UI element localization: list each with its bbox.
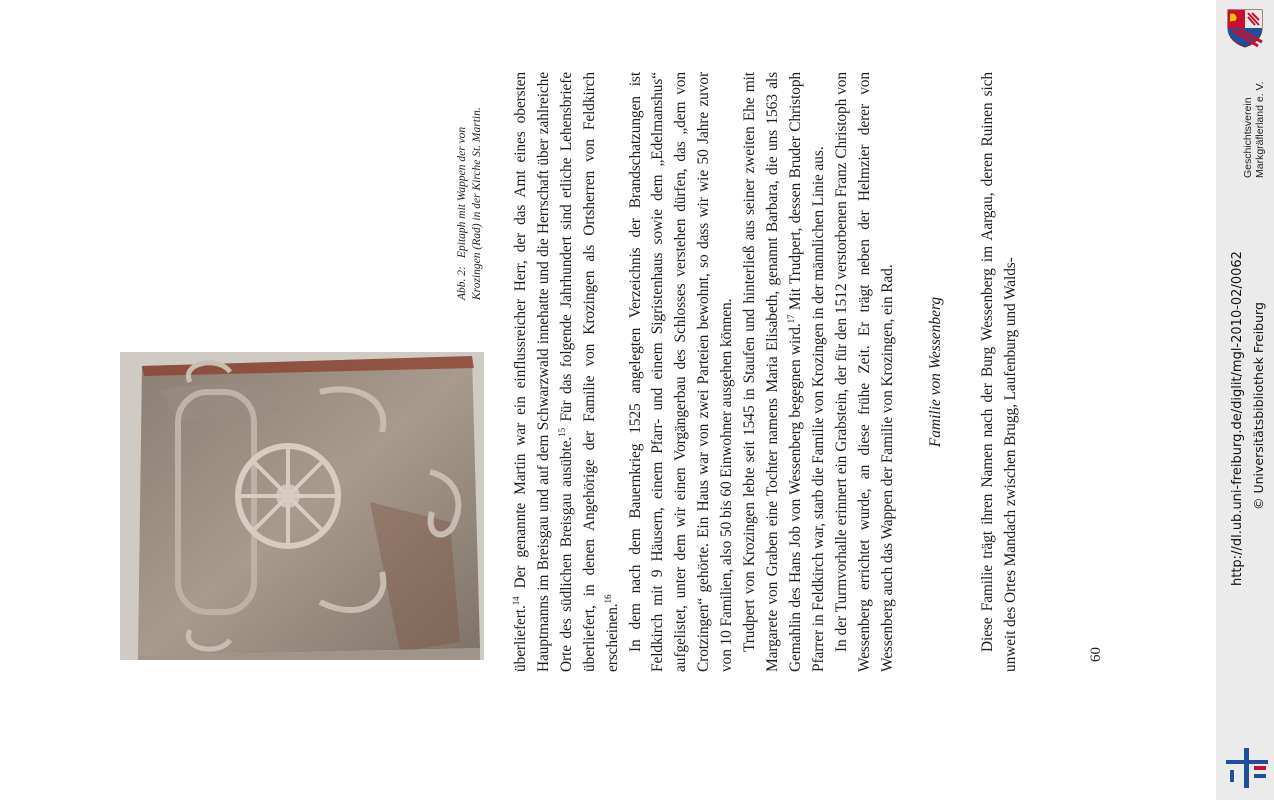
epitaph-photograph <box>120 352 484 660</box>
caption-label: Abb. 2: <box>456 266 468 300</box>
page-body <box>510 72 1110 672</box>
paragraph-3 <box>739 72 831 672</box>
university-library-logo-icon <box>1226 748 1268 788</box>
paragraph-4: In der Turmvorhalle erinnert ein Grabstein, der für den 1512 verstorbenen Franz Christoph von Wessenberg errichtet wurde, an diese frühe Zeit. Er trägt neben der Helmzier derer von Wessenberg auch das Wappen der Familie von Krozingen, ein Rad. <box>832 72 896 672</box>
document-url[interactable]: http://dl.ub.uni-freiburg.de/diglit/mgl-2010-02/0062 <box>1230 251 1245 586</box>
caption-line2: Krozingen (Rad) in der Kirche St. Martin. <box>471 107 483 300</box>
paragraph-5: Diese Familie trägt ihren Namen nach der Burg Wessenberg im Aargau, deren Ruinen sich unweit des Ortes Mandach zwischen Brugg, Laufenburg und Walds- <box>979 72 1020 672</box>
paragraph-1 <box>510 72 625 672</box>
figure-caption <box>455 0 485 300</box>
paragraph-1-part-a: überliefert. <box>512 605 529 672</box>
copyright-notice: © Universitätsbibliothek Freiburg <box>1251 302 1266 510</box>
society-name-line2: Markgräflerland e. V. <box>1254 81 1266 178</box>
footnote-ref-17[interactable]: 17 <box>785 314 796 324</box>
footnote-ref-16[interactable]: 16 <box>602 594 613 604</box>
caption-line1: Epitaph mit Wappen der von <box>456 126 468 258</box>
society-name <box>1242 82 1266 179</box>
paragraph-2: In dem nach dem Bauernkrieg 1525 angelegten Verzeichnis der Brandschatzungen ist Feldkirch mit 9 Häusern, einem Pfarr- und einem Sigristenhaus sowie dem „Edelmanshus“ aufgelistet, unter dem wir einen Vorgängerbau des Schlosses verstehen dürfen, das „dem von Crotzingen“ gehörte. Ein Haus war von zwei Parteien bewohnt, so dass wir wie 50 Jahre zuvor von 10 Familien, also 50 bis 60 Einwohner ausgehen können. <box>626 72 736 672</box>
society-name-line1: Geschichtsverein <box>1242 97 1254 178</box>
society-coat-of-arms-icon <box>1224 8 1266 48</box>
footnote-ref-14[interactable]: 14 <box>511 596 521 606</box>
paragraph-3-part-a: Trudpert von Krozingen lebte seit 1545 in Staufen und hinterließ aus seiner zweiten Ehe mit Margarete von Graben eine Tochter namens Maria Elisabeth, genannt Barbara, die uns 1563 als Gemahlin des Hans Job von Wessenberg begegnen wird. <box>741 72 804 672</box>
section-heading: Familie von Wessenberg <box>927 296 945 448</box>
page-number: 60 <box>1088 647 1104 662</box>
paragraph-3-part-b: Mit Trudpert, dessen Bruder Christoph Pfarrer in Feldkirch war, starb die Familie von Krozingen in der männlichen Linie aus. <box>786 71 827 672</box>
footnote-ref-15[interactable]: 15 <box>556 428 567 437</box>
paragraph-1-part-c: Für das folgende Jahrhundert sind etliche Lehensbriefe überliefert, in denen Angehörige der Familie von Krozingen als Ortsherren von Feldkirch erscheinen. <box>557 72 621 672</box>
paragraph-1-part-b: Der genannte Martin war ein einflussreicher Herr, der das Amt eines obersten Hauptmanns im Breisgau und auf dem Schwarzwald innehatte und die Herrschaft über zahlreiche Orte des südlichen Breisgau ausübte. <box>512 72 575 672</box>
